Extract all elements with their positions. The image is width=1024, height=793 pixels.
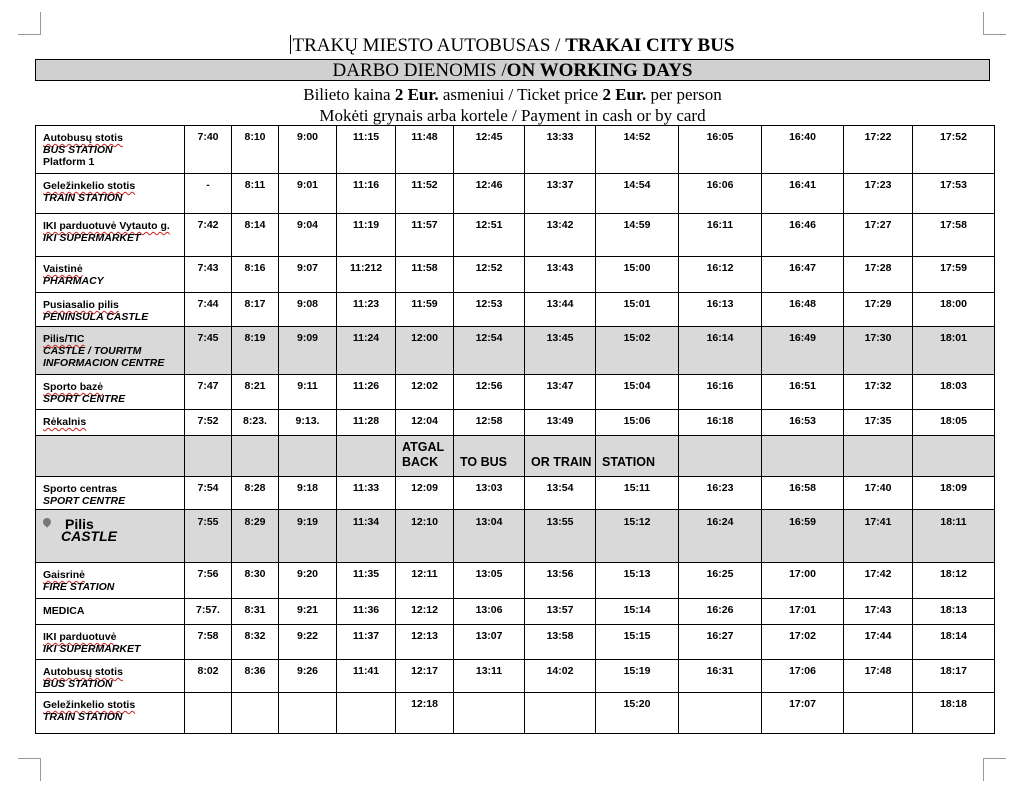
departure-time-cell: 8:29 — [232, 510, 279, 563]
departure-time-cell: 16:06 — [679, 174, 762, 214]
departure-time-cell: 17:43 — [844, 599, 913, 625]
departure-time-cell: 17:44 — [844, 625, 913, 660]
departure-time-cell: 11:28 — [337, 410, 396, 436]
stop-name-lt: Autobusų stotis — [43, 666, 123, 678]
departure-time-cell: 8:19 — [232, 327, 279, 375]
page-corner-mark — [18, 12, 41, 35]
departure-time-cell — [337, 693, 396, 734]
departure-time-cell: 8:14 — [232, 214, 279, 257]
stop-name-cell — [36, 410, 185, 436]
departure-time-cell: 8:30 — [232, 563, 279, 599]
departure-time-cell: 12:02 — [396, 375, 454, 410]
departure-time-cell: 9:13. — [279, 410, 337, 436]
departure-time-cell: 9:19 — [279, 510, 337, 563]
departure-time-cell: 13:11 — [454, 660, 525, 693]
departure-time-cell: 14:02 — [525, 660, 596, 693]
departure-time-cell: 11:34 — [337, 510, 396, 563]
price-post: per person — [646, 85, 722, 104]
stop-name-lt: Vaistinė — [43, 263, 83, 275]
departure-time-cell: 11:33 — [337, 477, 396, 510]
departure-time-cell: 9:18 — [279, 477, 337, 510]
departure-time-cell: 17:23 — [844, 174, 913, 214]
departure-time-cell: 16:26 — [679, 599, 762, 625]
table-row — [36, 599, 995, 625]
departure-time-cell: 11:48 — [396, 126, 454, 174]
separator-cell — [36, 436, 185, 477]
departure-time-cell: 16:53 — [762, 410, 844, 436]
departure-time-cell: 15:11 — [596, 477, 679, 510]
stop-name-en: SPORT CENTRE — [43, 393, 126, 405]
departure-time-cell: 16:11 — [679, 214, 762, 257]
departure-time-cell: 16:40 — [762, 126, 844, 174]
table-row — [36, 126, 995, 174]
stop-name-en: TRAIN STATION — [43, 192, 123, 204]
table-row — [36, 410, 995, 436]
departure-time-cell: 16:27 — [679, 625, 762, 660]
stop-name-cell — [36, 510, 185, 563]
stop-name-en: PHARMACY — [43, 275, 104, 287]
departure-time-cell: 15:00 — [596, 257, 679, 293]
separator-cell — [525, 436, 596, 477]
departure-time-cell — [232, 693, 279, 734]
departure-time-cell: 13:54 — [525, 477, 596, 510]
departure-time-cell: 17:06 — [762, 660, 844, 693]
departure-time-cell: 15:12 — [596, 510, 679, 563]
departure-time-cell: 9:09 — [279, 327, 337, 375]
departure-time-cell: 7:43 — [185, 257, 232, 293]
stop-name-cell — [36, 375, 185, 410]
departure-time-cell: 18:14 — [913, 625, 995, 660]
departure-time-cell: 7:55 — [185, 510, 232, 563]
departure-time-cell: 12:56 — [454, 375, 525, 410]
departure-time-cell: 8:32 — [232, 625, 279, 660]
departure-time-cell: 11:41 — [337, 660, 396, 693]
departure-time-cell: 11:19 — [337, 214, 396, 257]
departure-time-cell — [679, 693, 762, 734]
departure-time-cell: 13:42 — [525, 214, 596, 257]
days-banner — [35, 59, 990, 81]
departure-time-cell: 11:58 — [396, 257, 454, 293]
departure-time-cell: 17:35 — [844, 410, 913, 436]
departure-time-cell: 8:36 — [232, 660, 279, 693]
departure-time-cell: 11:24 — [337, 327, 396, 375]
departure-time-cell: 17:40 — [844, 477, 913, 510]
departure-time-cell: 13:43 — [525, 257, 596, 293]
departure-time-cell: 16:25 — [679, 563, 762, 599]
departure-time-cell: 16:41 — [762, 174, 844, 214]
separator-cell — [913, 436, 995, 477]
stop-name-cell — [36, 126, 185, 174]
separator-cell — [454, 436, 525, 477]
departure-time-cell: 11:37 — [337, 625, 396, 660]
departure-time-cell: 13:07 — [454, 625, 525, 660]
departure-time-cell: 17:53 — [913, 174, 995, 214]
stop-name-cell — [36, 257, 185, 293]
departure-time-cell: 16:47 — [762, 257, 844, 293]
departure-time-cell: 12:54 — [454, 327, 525, 375]
departure-time-cell: 12:53 — [454, 293, 525, 327]
table-row — [36, 293, 995, 327]
departure-time-cell: 17:59 — [913, 257, 995, 293]
departure-time-cell: 17:01 — [762, 599, 844, 625]
departure-time-cell: 11:52 — [396, 174, 454, 214]
departure-time-cell: 17:28 — [844, 257, 913, 293]
stop-name-cell — [36, 327, 185, 375]
stop-name-cell — [36, 477, 185, 510]
stop-name-en: IKI SUPERMARKET — [43, 232, 141, 244]
departure-time-cell: 17:42 — [844, 563, 913, 599]
departure-time-cell: 13:57 — [525, 599, 596, 625]
departure-time-cell: 15:01 — [596, 293, 679, 327]
stop-name-en: FIRE STATION — [43, 581, 115, 593]
departure-time-cell: 9:11 — [279, 375, 337, 410]
departure-time-cell: 18:18 — [913, 693, 995, 734]
departure-time-cell: 14:54 — [596, 174, 679, 214]
table-row — [36, 174, 995, 214]
price-mid: asmeniui / Ticket price — [438, 85, 603, 104]
departure-time-cell: 12:52 — [454, 257, 525, 293]
departure-time-cell: 12:18 — [396, 693, 454, 734]
stop-name-cell — [36, 214, 185, 257]
departure-time-cell: 12:09 — [396, 477, 454, 510]
stop-name-lt: MEDICA — [43, 605, 85, 617]
departure-time-cell: 12:58 — [454, 410, 525, 436]
page-corner-mark — [18, 758, 41, 781]
departure-time-cell: 12:46 — [454, 174, 525, 214]
departure-time-cell: 16:59 — [762, 510, 844, 563]
stop-name-lt: Pilis — [65, 516, 94, 532]
table-row — [36, 660, 995, 693]
departure-time-cell: 16:46 — [762, 214, 844, 257]
page-title[interactable] — [35, 34, 990, 58]
table-row — [36, 327, 995, 375]
departure-time-cell: 18:03 — [913, 375, 995, 410]
stop-name-extra: INFORMACION CENTRE — [43, 357, 165, 369]
departure-time-cell: 11:23 — [337, 293, 396, 327]
departure-time-cell: 17:27 — [844, 214, 913, 257]
departure-time-cell: 13:04 — [454, 510, 525, 563]
price-value: 2 Eur. — [394, 85, 439, 104]
stop-name-en: CASTLE / TOURITM — [43, 345, 142, 357]
departure-time-cell: 16:16 — [679, 375, 762, 410]
departure-time-cell — [525, 693, 596, 734]
departure-time-cell: 12:13 — [396, 625, 454, 660]
separator-label: OR TRAIN — [531, 455, 592, 469]
departure-time-cell: 16:58 — [762, 477, 844, 510]
departure-time-cell: 13:44 — [525, 293, 596, 327]
departure-time-cell: 17:30 — [844, 327, 913, 375]
departure-time-cell: 17:00 — [762, 563, 844, 599]
departure-time-cell: 18:17 — [913, 660, 995, 693]
departure-time-cell: 13:33 — [525, 126, 596, 174]
table-row — [36, 214, 995, 257]
departure-time-cell: 13:03 — [454, 477, 525, 510]
departure-time-cell: 9:04 — [279, 214, 337, 257]
departure-time-cell: 7:42 — [185, 214, 232, 257]
departure-time-cell: 13:56 — [525, 563, 596, 599]
departure-time-cell: 12:10 — [396, 510, 454, 563]
title-lt: TRAKŲ MIESTO AUTOBUSAS / — [292, 35, 566, 56]
departure-time-cell: 18:05 — [913, 410, 995, 436]
table-row — [36, 510, 995, 563]
table-row — [36, 257, 995, 293]
departure-time-cell: 13:58 — [525, 625, 596, 660]
departure-time-cell: 8:10 — [232, 126, 279, 174]
separator-label: ATGAL — [402, 440, 445, 454]
departure-time-cell: 16:23 — [679, 477, 762, 510]
departure-time-cell: 14:59 — [596, 214, 679, 257]
departure-time-cell: 11:16 — [337, 174, 396, 214]
departure-time-cell: 17:29 — [844, 293, 913, 327]
departure-time-cell: 16:48 — [762, 293, 844, 327]
stop-name-lt: Autobusų stotis — [43, 132, 123, 144]
departure-time-cell: 13:37 — [525, 174, 596, 214]
stop-name-lt: Geležinkelio stotis — [43, 180, 136, 192]
departure-time-cell: 15:04 — [596, 375, 679, 410]
departure-time-cell: 9:08 — [279, 293, 337, 327]
departure-time-cell: 13:05 — [454, 563, 525, 599]
departure-time-cell: 17:41 — [844, 510, 913, 563]
departure-time-cell: 7:40 — [185, 126, 232, 174]
separator-cell — [762, 436, 844, 477]
departure-time-cell: 16:14 — [679, 327, 762, 375]
separator-cell — [279, 436, 337, 477]
departure-time-cell: 17:02 — [762, 625, 844, 660]
departure-time-cell: 12:04 — [396, 410, 454, 436]
departure-time-cell: 16:12 — [679, 257, 762, 293]
stop-name — [61, 516, 117, 544]
departure-time-cell: 13:45 — [525, 327, 596, 375]
departure-time-cell: 16:51 — [762, 375, 844, 410]
departure-time-cell: 7:44 — [185, 293, 232, 327]
separator-cell — [844, 436, 913, 477]
departure-time-cell: 17:48 — [844, 660, 913, 693]
stop-name-en: PENINSULA CASTLE — [43, 311, 149, 323]
stop-name-lt: Gaisrinė — [43, 569, 86, 581]
departure-time-cell: 12:17 — [396, 660, 454, 693]
payment-note: Mokėti grynais arba kortele / Payment in cash or by card — [319, 106, 706, 125]
departure-time-cell: 13:49 — [525, 410, 596, 436]
departure-time-cell — [844, 693, 913, 734]
departure-time-cell: 12:00 — [396, 327, 454, 375]
stop-name-cell — [36, 563, 185, 599]
departure-time-cell: 15:02 — [596, 327, 679, 375]
departure-time-cell: 9:00 — [279, 126, 337, 174]
timetable — [35, 125, 995, 734]
departure-time-cell: 8:28 — [232, 477, 279, 510]
departure-time-cell: 13:47 — [525, 375, 596, 410]
table-row — [36, 625, 995, 660]
departure-time-cell: 15:19 — [596, 660, 679, 693]
table-row — [36, 563, 995, 599]
separator-cell — [679, 436, 762, 477]
departure-time-cell: 11:212 — [337, 257, 396, 293]
stop-name-en: CASTLE — [61, 528, 117, 544]
departure-time-cell: 11:35 — [337, 563, 396, 599]
stop-name-en: BUS STATION — [43, 144, 113, 156]
departure-time-cell: 8:02 — [185, 660, 232, 693]
departure-time-cell: 12:12 — [396, 599, 454, 625]
stop-name-cell — [36, 293, 185, 327]
departure-time-cell: 15:15 — [596, 625, 679, 660]
departure-time-cell — [454, 693, 525, 734]
departure-time-cell: 7:58 — [185, 625, 232, 660]
departure-time-cell: 15:06 — [596, 410, 679, 436]
stop-name-en: BUS STATION — [43, 678, 113, 690]
departure-time-cell: 8:23. — [232, 410, 279, 436]
stop-name-extra: Platform 1 — [43, 156, 95, 168]
separator-cell — [596, 436, 679, 477]
stop-name-en: IKI SUPERMARKET — [43, 643, 141, 655]
departure-time-cell: 11:15 — [337, 126, 396, 174]
separator-cell — [232, 436, 279, 477]
stop-name-lt: Sporto bazė — [43, 381, 104, 393]
stop-name-lt: Sporto centras — [43, 483, 118, 495]
departure-time-cell: 17:22 — [844, 126, 913, 174]
stop-name-en: TRAIN STATION — [43, 711, 123, 723]
departure-time-cell: 13:06 — [454, 599, 525, 625]
stop-name-cell — [36, 693, 185, 734]
departure-time-cell: 15:13 — [596, 563, 679, 599]
table-row — [36, 693, 995, 734]
title-en: TRAKAI CITY BUS — [565, 35, 735, 56]
departure-time-cell: 9:26 — [279, 660, 337, 693]
departure-time-cell: 7:47 — [185, 375, 232, 410]
departure-time-cell: 7:56 — [185, 563, 232, 599]
departure-time-cell: 9:01 — [279, 174, 337, 214]
departure-time-cell: 17:07 — [762, 693, 844, 734]
departure-time-cell: 18:09 — [913, 477, 995, 510]
separator-label: STATION — [602, 455, 656, 469]
departure-time-cell: 7:54 — [185, 477, 232, 510]
stop-name-lt: Pilis/TIC — [43, 333, 85, 345]
stop-name-en: SPORT CENTRE — [43, 495, 126, 507]
departure-time-cell: 18:13 — [913, 599, 995, 625]
departure-time-cell: 8:11 — [232, 174, 279, 214]
departure-time-cell — [185, 693, 232, 734]
departure-time-cell: 7:45 — [185, 327, 232, 375]
departure-time-cell: 8:17 — [232, 293, 279, 327]
days-lt: DARBO DIENOMIS / — [332, 60, 507, 81]
departure-time-cell: 13:55 — [525, 510, 596, 563]
departure-time-cell: 18:11 — [913, 510, 995, 563]
separator-label: BACK — [402, 455, 439, 469]
stop-name-lt: IKI parduotuvė — [43, 631, 117, 643]
departure-time-cell: 16:31 — [679, 660, 762, 693]
ticket-price — [35, 85, 990, 105]
departure-time-cell: 7:57. — [185, 599, 232, 625]
separator-label: TO BUS — [460, 455, 507, 469]
departure-time-cell: 9:21 — [279, 599, 337, 625]
departure-time-cell: 12:45 — [454, 126, 525, 174]
separator-cell — [337, 436, 396, 477]
departure-time-cell: 18:12 — [913, 563, 995, 599]
separator-cell — [185, 436, 232, 477]
departure-time-cell: 18:00 — [913, 293, 995, 327]
table-row — [36, 477, 995, 510]
departure-time-cell: 7:52 — [185, 410, 232, 436]
departure-time-cell: 16:05 — [679, 126, 762, 174]
departure-time-cell: 16:13 — [679, 293, 762, 327]
departure-time-cell: 16:18 — [679, 410, 762, 436]
departure-time-cell: 17:58 — [913, 214, 995, 257]
stop-name-cell — [36, 660, 185, 693]
departure-time-cell: 16:24 — [679, 510, 762, 563]
stop-name-cell — [36, 625, 185, 660]
separator-cell — [396, 436, 454, 477]
stop-name-lt: Geležinkelio stotis — [43, 699, 136, 711]
direction-separator-row — [36, 436, 995, 477]
departure-time-cell: 11:59 — [396, 293, 454, 327]
price-pre: Bilieto kaina — [303, 85, 395, 104]
departure-time-cell: 9:07 — [279, 257, 337, 293]
departure-time-cell: 11:57 — [396, 214, 454, 257]
departure-time-cell: 18:01 — [913, 327, 995, 375]
location-pin-icon — [41, 516, 52, 527]
departure-time-cell: 9:20 — [279, 563, 337, 599]
table-row — [36, 375, 995, 410]
departure-time-cell: - — [185, 174, 232, 214]
departure-time-cell: 8:31 — [232, 599, 279, 625]
stop-name-lt: IKI parduotuvė Vytauto g. — [43, 220, 170, 232]
departure-time-cell: 14:52 — [596, 126, 679, 174]
stop-name-lt: Rėkalnis — [43, 416, 87, 428]
departure-time-cell: 11:26 — [337, 375, 396, 410]
stop-name-cell — [36, 599, 185, 625]
departure-time-cell: 12:51 — [454, 214, 525, 257]
departure-time-cell: 11:36 — [337, 599, 396, 625]
departure-time-cell: 8:21 — [232, 375, 279, 410]
departure-time-cell: 17:32 — [844, 375, 913, 410]
departure-time-cell: 9:22 — [279, 625, 337, 660]
departure-time-cell — [279, 693, 337, 734]
departure-time-cell: 8:16 — [232, 257, 279, 293]
departure-time-cell: 17:52 — [913, 126, 995, 174]
page-corner-mark — [983, 12, 1006, 35]
departure-time-cell: 12:11 — [396, 563, 454, 599]
days-en: ON WORKING DAYS — [506, 60, 693, 81]
stop-name-cell — [36, 174, 185, 214]
page-corner-mark — [983, 758, 1006, 781]
stop-name-lt: Pusiasalio pilis — [43, 299, 119, 311]
departure-time-cell: 15:20 — [596, 693, 679, 734]
price-value: 2 Eur. — [602, 85, 647, 104]
departure-time-cell: 15:14 — [596, 599, 679, 625]
departure-time-cell: 16:49 — [762, 327, 844, 375]
